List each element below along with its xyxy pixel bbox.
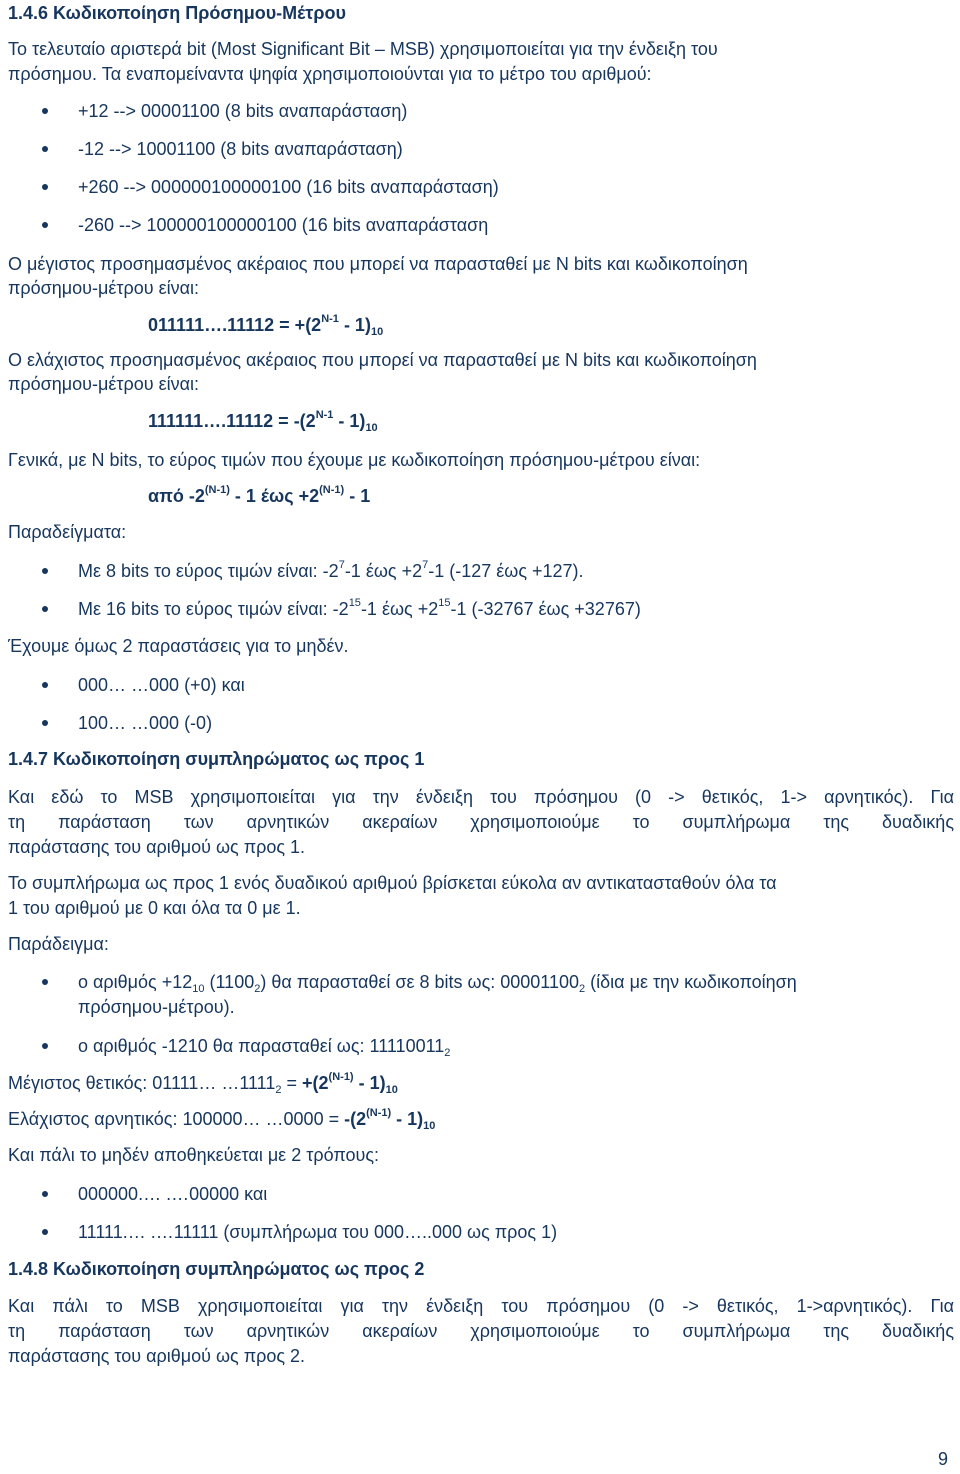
list-item: -12 --> 10001100 (8 bits αναπαράσταση) [78,139,403,159]
bullet-icon [42,1229,48,1235]
bullet-icon [42,979,48,985]
paragraph-line: Ο ελάχιστος προσημασμένος ακέραιος που μπορεί να παρασταθεί με N bits και κωδικοποίηση [8,350,757,370]
min-value-formula: 111111….11112 = $-(2^{N-1} - 1)_{10}$ [148,409,378,434]
paragraph-line: πρόσημου-μέτρου είναι: [8,278,200,298]
paragraph-line: πρόσημου. Τα εναπομείναντα ψηφία χρησιμοποιούνται για το μέτρο του αριθμού: [8,64,652,84]
bullet-icon [42,108,48,114]
paragraph-line: Και εδώ το MSB χρησιμοποιείται για την ένδειξη του πρόσημου (0 -> θετικός, 1-> αρνητικός). Για [8,787,954,807]
paragraph-line: 1 του αριθμού με 0 και όλα τα 0 με 1. [8,898,301,918]
section-heading-1-4-7: 1.4.7 Κωδικοποίηση συμπληρώματος ως προς 1 [8,749,425,769]
paragraph-line: τη παράσταση των αρνητικών ακεραίων χρησιμοποιούμε το συμπλήρωμα της δυαδικής [8,812,954,832]
example-label: Παράδειγμα: [8,934,109,954]
bullet-icon [42,606,48,612]
section-heading-1-4-6: 1.4.6 Κωδικοποίηση Πρόσημου-Μέτρου [8,3,346,23]
paragraph-line: παράστασης του αριθμού ως προς 2. [8,1346,306,1366]
min-negative-line: Ελάχιστος αρνητικός: 100000… …0000 = $-(2^{(N-1)} - 1)_{10}$ [8,1107,436,1132]
list-item: +260 --> 000000100000100 (16 bits αναπαράσταση) [78,177,499,197]
list-item: -260 --> 100000100000100 (16 bits αναπαράσταση [78,215,489,235]
range-formula: από $-2^{(N-1)} - 1$ $έ\omega\varsigma +2^{(N-1)} - 1$ [148,484,371,506]
list-item: 000… …000 (+0) και [78,675,245,695]
bullet-icon [42,682,48,688]
bullet-icon [42,222,48,228]
list-item-continuation: πρόσημου-μέτρου). [78,997,235,1017]
section-heading-1-4-8: 1.4.8 Κωδικοποίηση συμπληρώματος ως προς 2 [8,1259,425,1279]
bullet-icon [42,1043,48,1049]
paragraph-line: Και πάλι το MSB χρησιμοποιείται για την ένδειξη του πρόσημου (0 -> θετικός, 1->αρνητικός). Για [8,1296,954,1316]
bullet-icon [42,1191,48,1197]
bullet-icon [42,146,48,152]
examples-label: Παραδείγματα: [8,522,127,542]
list-item: +12 --> 00001100 (8 bits αναπαράσταση) [78,101,408,121]
paragraph-line: Το συμπλήρωμα ως προς 1 ενός δυαδικού αριθμού βρίσκεται εύκολα αν αντικατασταθούν όλα τα [8,873,777,893]
paragraph-line: Και πάλι το μηδέν αποθηκεύεται με 2 τρόπους: [8,1145,380,1165]
list-item: ο αριθμός -1210 θα παρασταθεί ως: $11110011_2$ [78,1036,451,1059]
paragraph-line: Γενικά, με N bits, το εύρος τιμών που έχουμε με κωδικοποίηση πρόσημου-μέτρου είναι: [8,450,701,470]
bullet-icon [42,720,48,726]
max-positive-line: Μέγιστος θετικός: 01111… $\dots 1111_2 = +(2^{(N-1)} - 1)_{10}$ [8,1071,398,1096]
paragraph-line: τη παράσταση των αρνητικών ακεραίων χρησιμοποιούμε το συμπλήρωμα της δυαδικής [8,1321,954,1341]
paragraph-line: Ο μέγιστος προσημασμένος ακέραιος που μπορεί να παρασταθεί με N bits και κωδικοποίηση [8,254,748,274]
list-item: 100… …000 (-0) [78,713,213,733]
bullet-icon [42,568,48,574]
page-number: 9 [938,1449,949,1469]
paragraph-line: παράστασης του αριθμού ως προς 1. [8,837,306,857]
paragraph-line: Το τελευταίο αριστερά bit (Most Significant Bit – MSB) χρησιμοποιείται για την ένδειξη του [8,39,718,59]
list-item: Με 8 bits το εύρος τιμών είναι: $-2^7-1$ $έ\omega\varsigma +2^7-1$ (-127 έως +127). [78,559,584,581]
paragraph-line: Έχουμε όμως 2 παραστάσεις για το μηδέν. [8,636,349,656]
list-item: 000000.… .…00000 και [78,1184,268,1204]
list-item: Με 16 bits το εύρος τιμών είναι: $-2^{15}-1$ $έ\omega\varsigma +2^{15}-1$ (-32767 έως +32767) [78,597,641,619]
paragraph-line: πρόσημου-μέτρου είναι: [8,374,200,394]
bullet-icon [42,184,48,190]
list-item: ο $\alpha\rho\iota\theta\mu ό\varsigma +12_{10}$ $(1100_2)$ θα παρασταθεί σε 8 bits ως: $00001100_2$ (ίδια με την κωδικοποίηση [78,972,797,995]
max-value-formula: 011111….11112 = $+(2^{N-1} - 1)_{10}$ [148,313,384,338]
list-item: 11111.… .…11111 (συμπλήρωμα του 000…..000 ως προς 1) [78,1222,558,1242]
